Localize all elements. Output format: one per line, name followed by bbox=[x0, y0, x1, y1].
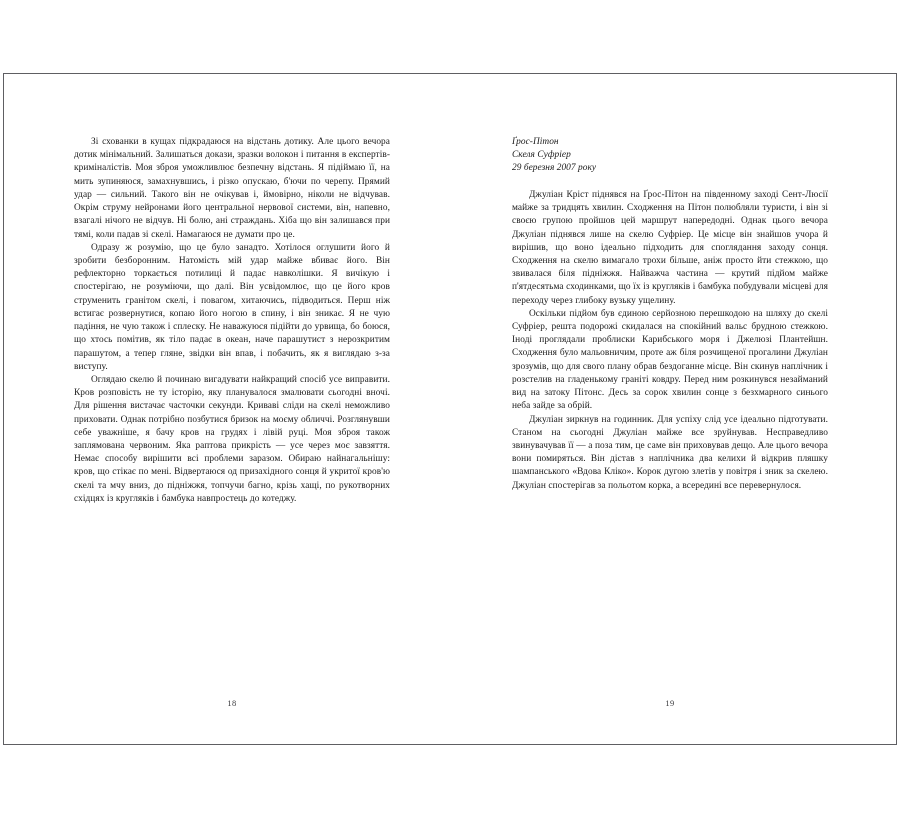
paragraph: Джуліан Кріст піднявся на Ґрос-Пітон на південному заході Сент-Люсії майже за тридцять хвилин. Сходження на Пітон полюбляли туристи, і він зі своєю групою пройшов цей маршрут напередодні. Однак цього вечора Джуліан піднявся лише на скелю Суфріер. Це місце він знайшов учора й вирішив, що воно ідеально підходить для споглядання заходу сонця. Сходження на скелю вимагало трохи більше, аніж просто йти стежкою, що звивалася біля підніжжя. Найважча частина — крутий підйом майже п'ятдесятьма сходинками, що їх із кругляків і бамбука побудували місцеві для переходу через глибоку вузьку ущелину. bbox=[512, 189, 828, 306]
left-page bbox=[4, 74, 450, 744]
right-page bbox=[450, 74, 896, 744]
dateline-block bbox=[512, 136, 828, 176]
left-page-text-block bbox=[74, 136, 390, 506]
page-number-right: 19 bbox=[665, 699, 675, 708]
paragraph: Одразу ж розумію, що це було занадто. Хотілося оглушити його й зробити безборонним. Натомість мій удар майже вбиває його. Він рефлекторно торкається потилиці й падає навколішки. Я вичікую і спостерігаю, не розуміючи, що далі. Він усвідомлює, що це його кров струменить гранітом скелі, і повагом, хитаючись, підводиться. Перш ніж встигає розвернутися, копаю його ногою в спину, і він зникає. Я не чую падіння, не чую також і сплеску. Не наважуюся підійти до урвища, бо боюся, що хтось помітив, як тіло падає в океан, наче парашутист з нерозкритим парашутом, а тепер гляне, звідки він впав, і побачить, як я виглядаю з-за виступу. bbox=[74, 242, 390, 372]
paragraph: Оскільки підйом був єдиною серйозною перешкодою на шляху до скелі Суфріер, решта подорожі скидалася на спокійний вальс брудною стежкою. Іноді проглядали проблиски Карибського моря і Джелюзі Плантейшн. Сходження було мальовничим, проте аж біля розчищеної прогалини Джуліан зрозумів, що для свого плану обрав бездоганне місце. Він скинув наплічник і розстелив на гладенькому граніті ковдру. Перед ним розкинувся незайманий вид на затоку Пітонс. Десь за сорок хвилин сонце з безхмарного синього неба зайде за обрій. bbox=[512, 308, 828, 412]
dateline-location: Ґрос-Пітон bbox=[512, 137, 559, 147]
dateline-place: Скеля Суфріер bbox=[512, 150, 571, 161]
paragraph: Зі схованки в кущах підкрадаюся на відстань дотику. Але цього вечора дотик мінімальний. Залишаться докази, зразки волокон і питання в експертів-криміналістів. Моя зброя уможливлює безпечну відстань. Я підіймаю її, на мить зупиняюся, замахнувшись, і різко опускаю, б'ючи по черепу. Прямий удар — сильний. Такого він не очікував і, ймовірно, ніколи не відчував. Окрім струму нейронами його центральної нервової системи, він, напевно, взагалі нічого не відчув. Ні болю, ані страждань. Хіба що він залишався при тямі, коли падав зі скелі. Намагаюся не думати про це. bbox=[74, 137, 390, 240]
dateline-date: 29 березня 2007 року bbox=[512, 163, 597, 174]
page-number-left: 18 bbox=[227, 699, 237, 708]
book-spread bbox=[3, 73, 897, 745]
right-page-text-block bbox=[512, 136, 828, 493]
paragraph: Джуліан зиркнув на годинник. Для успіху слід усе ідеально підготувати. Станом на сьогодні Джуліан майже все зруйнував. Несправедливо звинувачував її — а поза тим, це саме він приховував дещо. Але цього вечора вони помиряться. Він дістав з наплічника два келихи й відкрив пляшку шампанського «Вдова Кліко». Корок дугою злетів у повітря і зник за скелею. Джуліан спостерігав за польотом корка, а всередині все перевернулося. bbox=[512, 414, 828, 491]
paragraph: Оглядаю скелю й починаю вигадувати найкращий спосіб усе виправити. Кров розповість не ту історію, яку планувалося змалювати сьогодні вночі. Для рішення вистачає часточки секунди. Криваві сліди на скелі неможливо приховати. Однак потрібно позбутися бризок на моєму обличчі. Розглянувши себе уважніше, я бачу кров на грудях і лівій руці. Моя зброя також заплямована червоним. Яка раптова прикрість — усе через моє завзяття. Немає способу вирішити всі проблеми заразом. Обираю найнагальнішу: кров, що стікає по мені. Відвертаюся од призахідного сонця й укритої кров'ю скелі та мчу вниз, до підніжжя, топчучи багно, крізь хащі, по рукотворних східцях із кругляків і бамбука навпростець до котеджу. bbox=[74, 374, 390, 504]
